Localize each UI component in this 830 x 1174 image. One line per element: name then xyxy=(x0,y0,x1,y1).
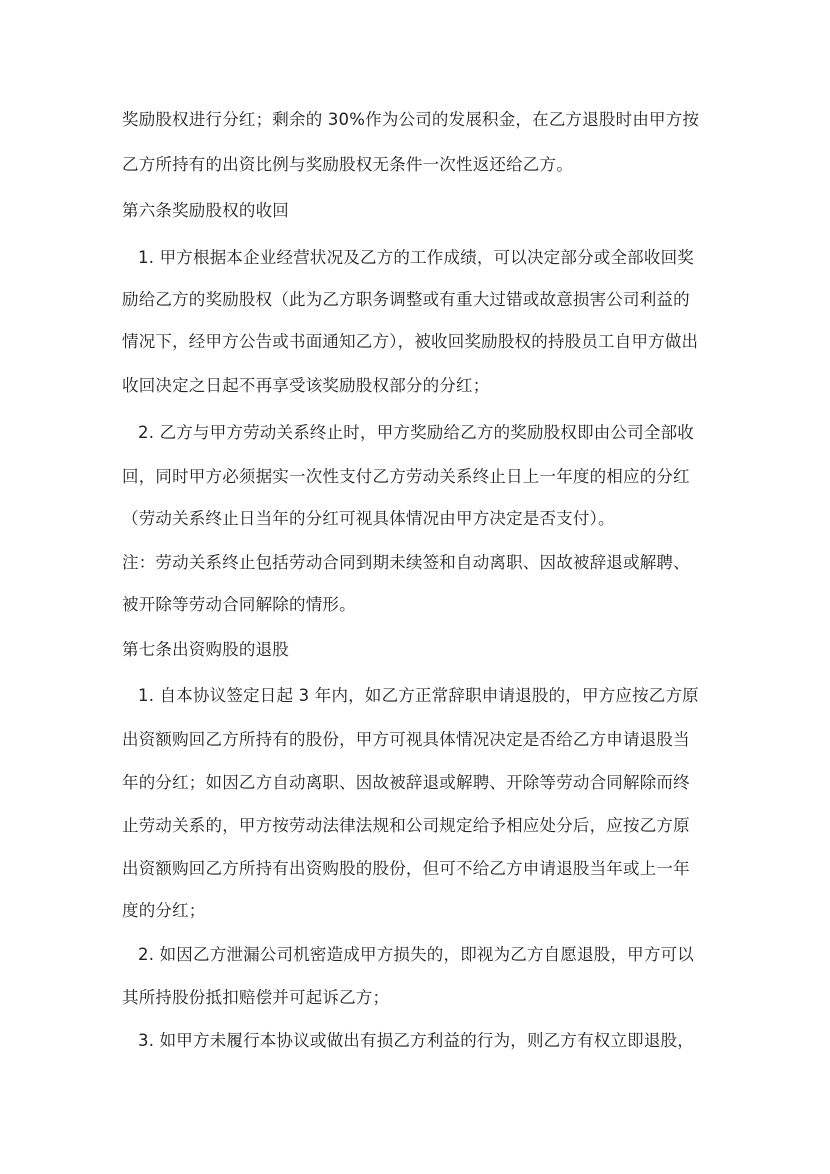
text-line: 第六条奖励股权的收回 xyxy=(122,201,289,220)
text-line: 年的分红；如因乙方自动离职、因故被辞退或解聘、开除等劳动合同解除而终 xyxy=(122,773,690,792)
text-line: 被开除等劳动合同解除的情形。 xyxy=(122,595,356,614)
text-line: 1. 甲方根据本企业经营状况及乙方的工作成绩，可以决定部分或全部收回奖 xyxy=(138,248,694,267)
text-line: 第七条出资购股的退股 xyxy=(122,640,289,659)
text-line: 出资额购回乙方所持有出资购股的股份，但可不给乙方申请退股当年或上一年 xyxy=(122,859,690,878)
text-line: 1. 自本协议签定日起 3 年内，如乙方正常辞职申请退股的，甲方应按乙方原 xyxy=(138,686,699,705)
text-line: 2. 如因乙方泄漏公司机密造成甲方损失的，即视为乙方自愿退股，甲方可以 xyxy=(138,945,694,964)
text-line: 收回决定之日起不再享受该奖励股权部分的分红； xyxy=(122,376,490,395)
text-line: （劳动关系终止日当年的分红可视具体情况由甲方决定是否支付）。 xyxy=(122,509,615,528)
text-line: 励给乙方的奖励股权（此为乙方职务调整或有重大过错或故意损害公司利益的 xyxy=(122,290,690,309)
text-line: 2. 乙方与甲方劳动关系终止时，甲方奖励给乙方的奖励股权即由公司全部收 xyxy=(138,423,694,442)
text-line: 止劳动关系的，甲方按劳动法律法规和公司规定给予相应处分后，应按乙方原 xyxy=(122,816,690,835)
text-line: 回，同时甲方必须据实一次性支付乙方劳动关系终止日上一年度的相应的分红 xyxy=(122,467,690,486)
text-line: 其所持股份抵扣赔偿并可起诉乙方； xyxy=(122,988,390,1007)
text-line: 3. 如甲方未履行本协议或做出有损乙方利益的行为，则乙方有权立即退股， xyxy=(138,1031,694,1050)
text-line: 奖励股权进行分红；剩余的 30%作为公司的发展积金，在乙方退股时由甲方按 xyxy=(122,110,700,129)
text-line: 出资额购回乙方所持有的股份，甲方可视具体情况决定是否给乙方申请退股当 xyxy=(122,730,690,749)
text-line: 度的分红； xyxy=(122,901,206,920)
text-line: 乙方所持有的出资比例与奖励股权无条件一次性返还给乙方。 xyxy=(122,155,573,174)
text-line: 注：劳动关系终止包括劳动合同到期未续签和自动离职、因故被辞退或解聘、 xyxy=(122,553,690,572)
text-line: 情况下，经甲方公告或书面通知乙方），被收回奖励股权的持股员工自甲方做出 xyxy=(122,332,699,351)
